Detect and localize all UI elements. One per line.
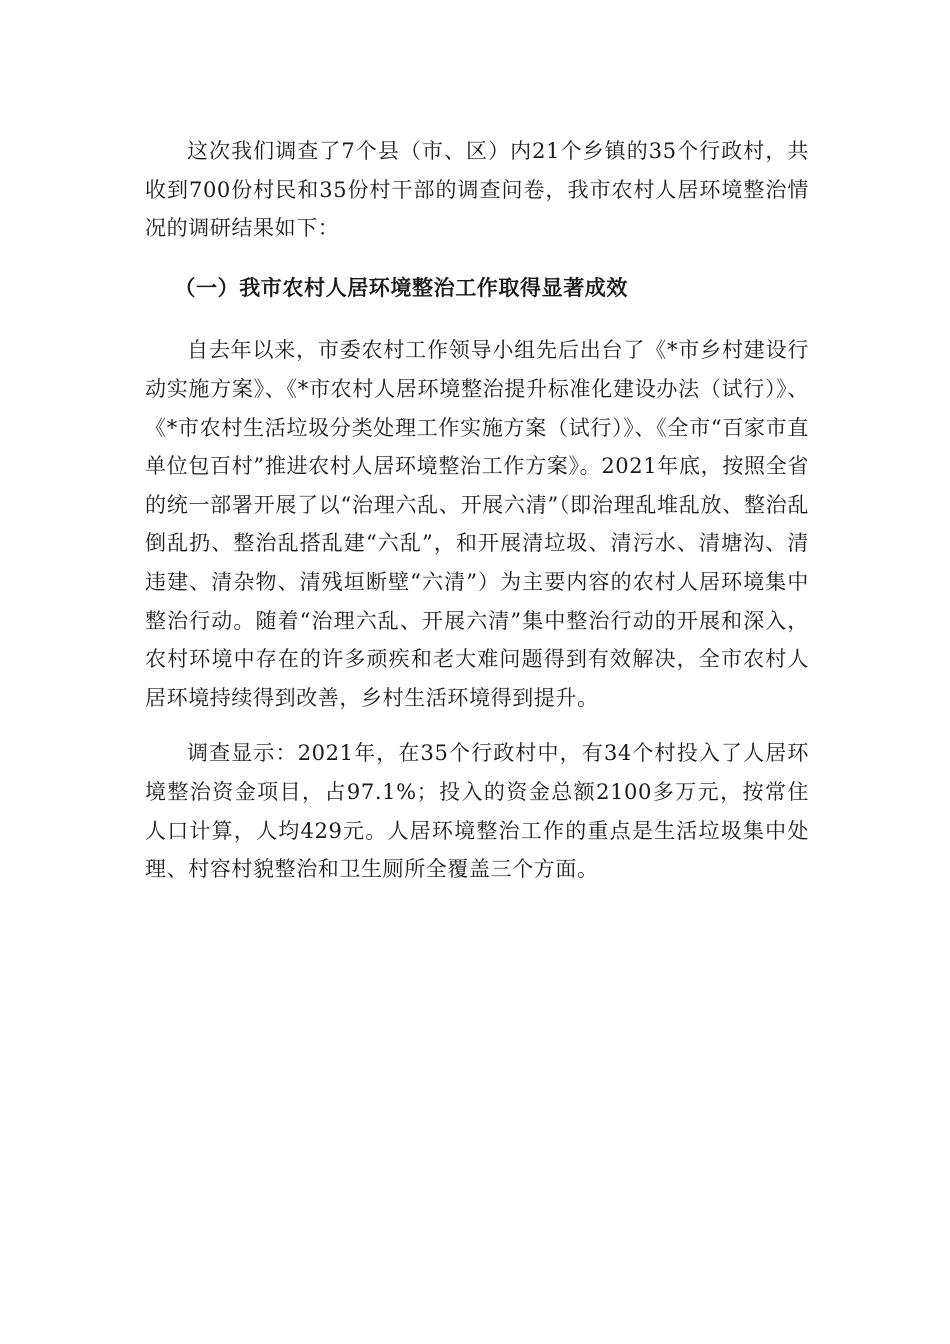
survey-results-paragraph: 调查显示：2021年，在35个行政村中，有34个村投入了人居环境整治资金项目，占97.1%；投入的资金总额2100多万元，按常住人口计算，人均429元。人居环境整治工作的重点是生活垃圾集中处理、村容村貌整治和卫生厕所全覆盖三个方面。 [145, 741, 809, 882]
intro-paragraph: 这次我们调查了7个县（市、区）内21个乡镇的35个行政村，共收到700份村民和35份村干部的调查问卷，我市农村人居环境整治情况的调研结果如下： [145, 139, 809, 241]
document-body [145, 132, 809, 889]
policy-paragraph: 自去年以来，市委农村工作领导小组先后出台了《*市乡村建设行动实施方案》、《*市农村人居环境整治提升标准化建设办法（试行）》、《*市农村生活垃圾分类处理工作实施方案（试行）》、《全市“百家市直单位包百村”推进农村人居环境整治工作方案》。2021年底，按照全省的统一部署开展了以“治理六乱、开展六清”（即治理乱堆乱放、整治乱倒乱扔、整治乱搭乱建“六乱”，和开展清垃圾、清污水、清塘沟、清违建、清杂物、清残垣断壁“六清”）为主要内容的农村人居环境集中整治行动。随着“治理六乱、开展六清”集中整治行动的开展和深入，农村环境中存在的许多顽疾和老大难问题得到有效解决，全市农村人居环境持续得到改善，乡村生活环境得到提升。 [145, 338, 809, 710]
section-heading: （一）我市农村人居环境整治工作取得显著成效 [174, 274, 628, 300]
